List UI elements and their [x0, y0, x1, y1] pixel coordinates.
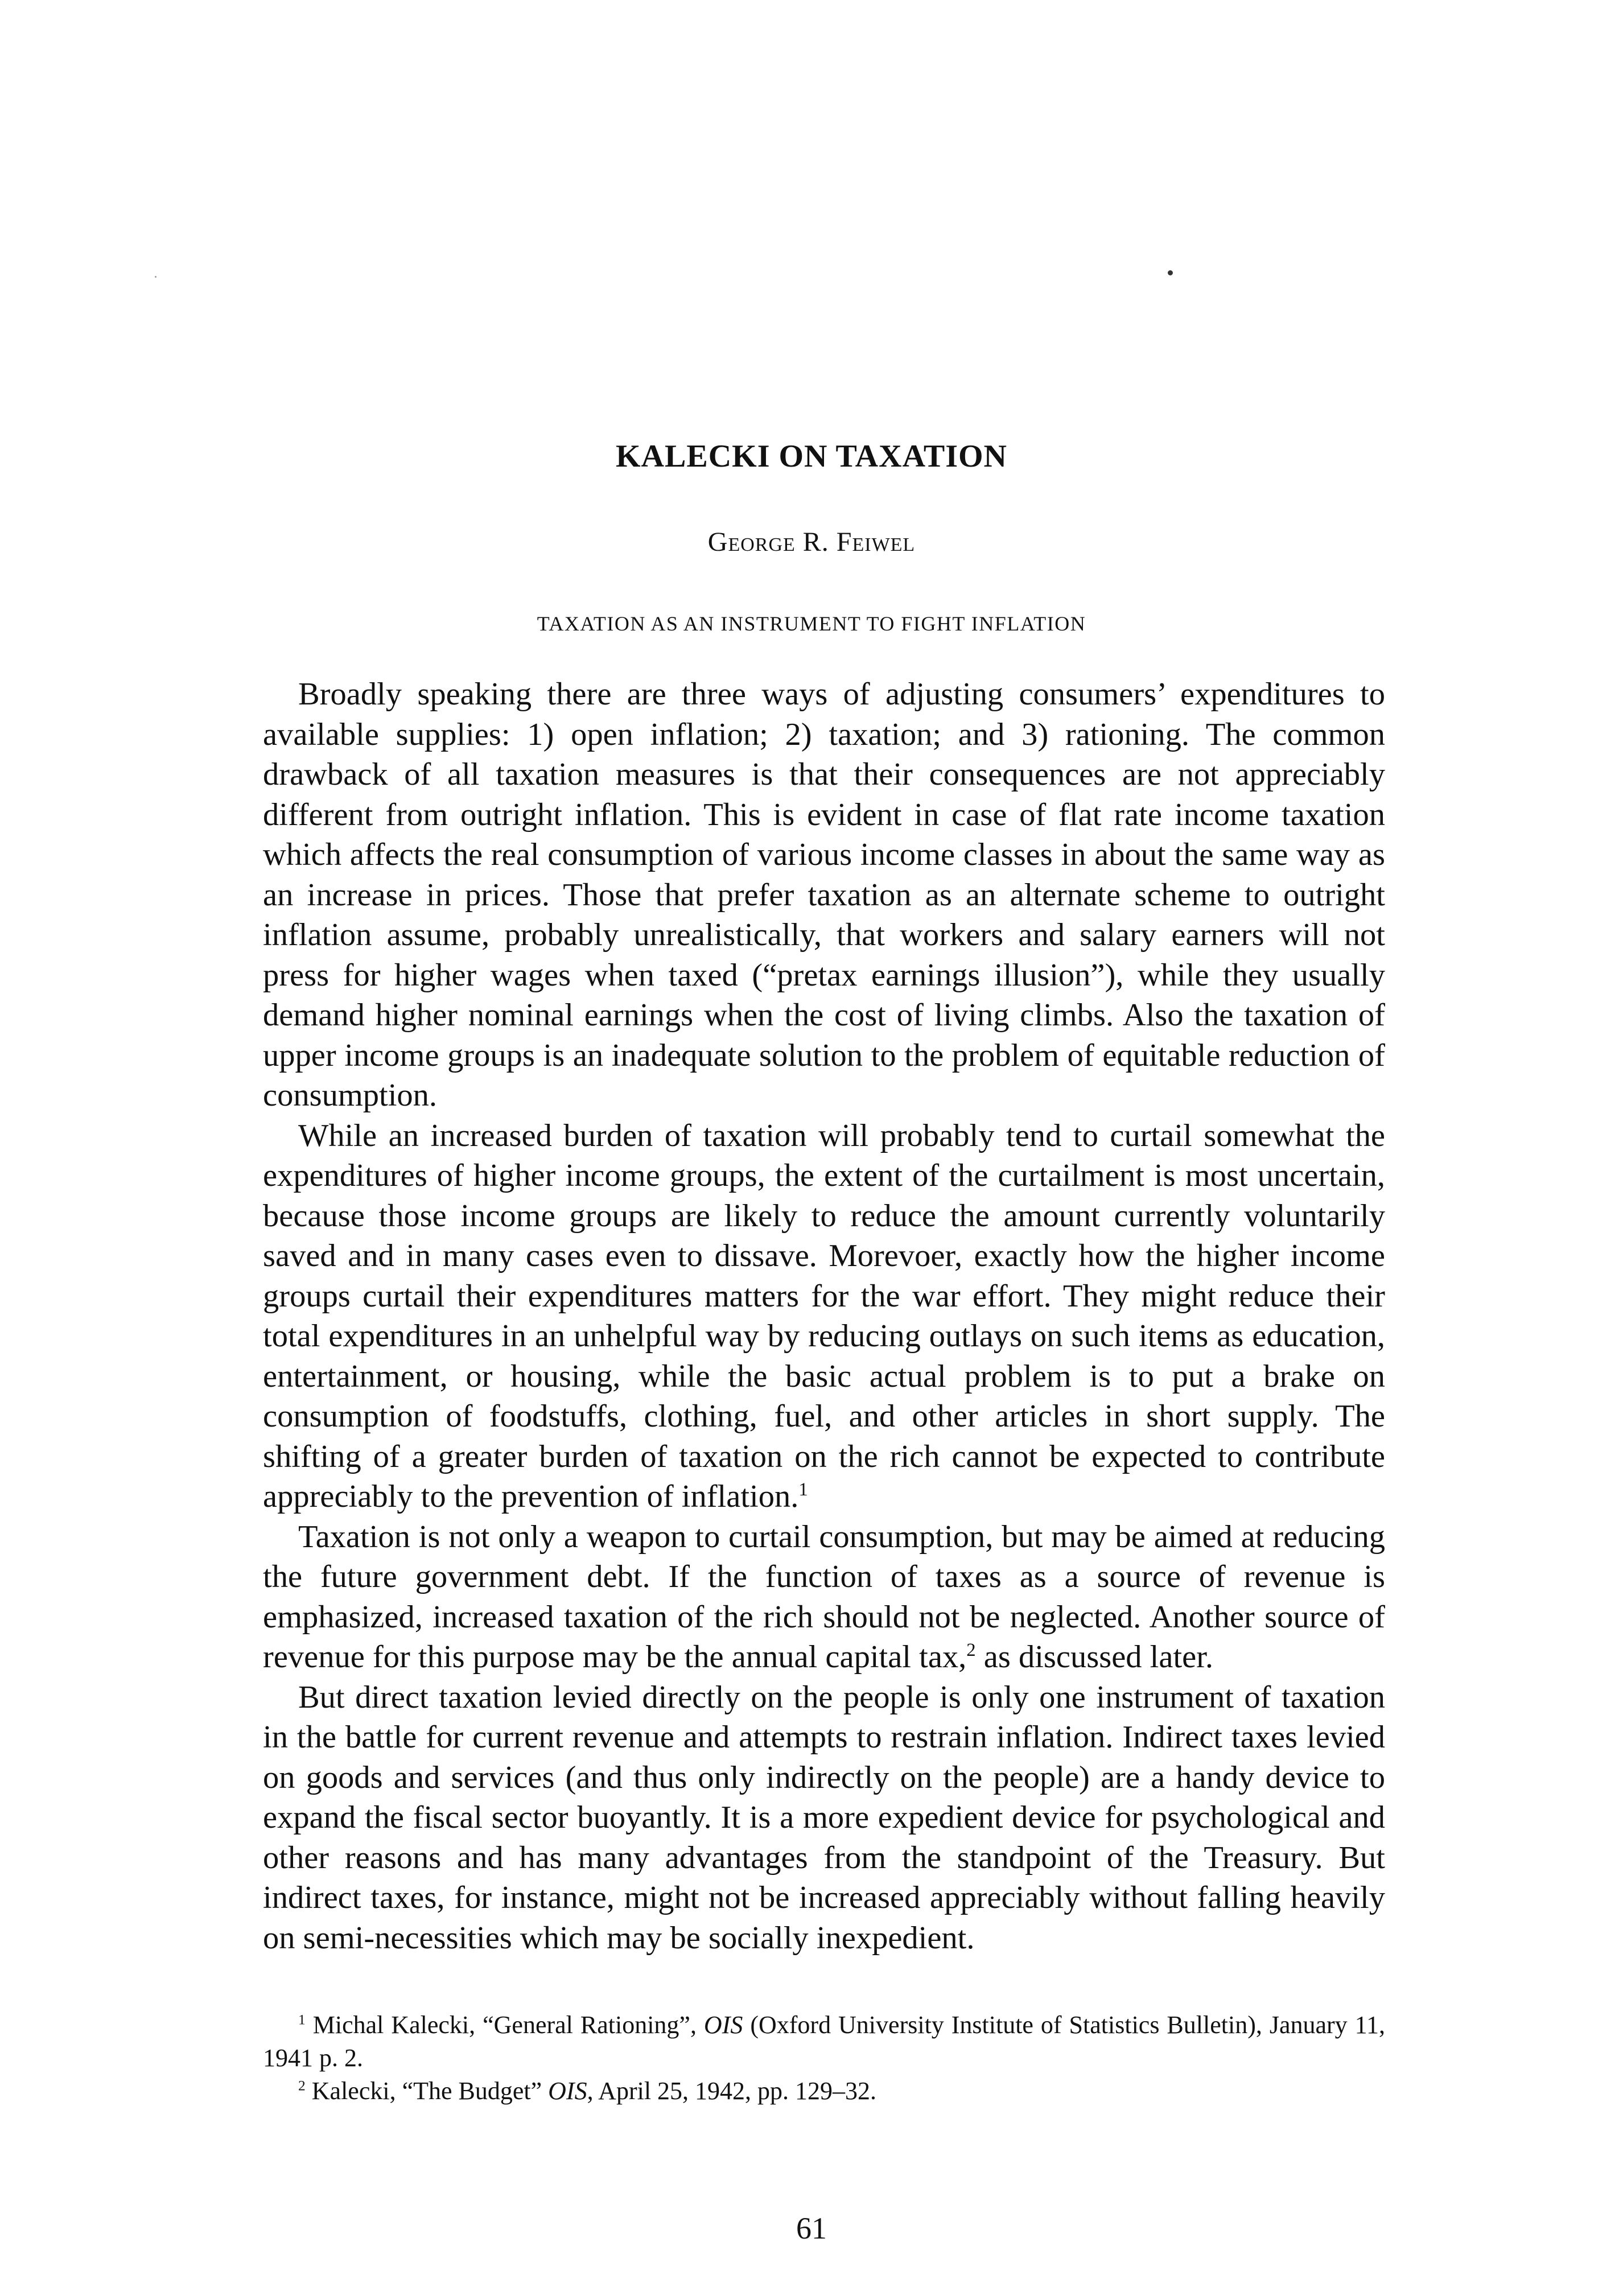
article-title: KALECKI ON TAXATION: [616, 439, 1007, 474]
footnote: $^2$ Kalecki, “The Budget” OIS, April 25, 1942, pp. 129–32.: [298, 2077, 877, 2105]
page-number: 61: [796, 2211, 827, 2245]
paragraph: But direct taxation levied directly on the people is only one instrument of taxation in the battle for current revenue and attempts to restrain inflation. Indirect taxes levied on goods and services (and thus only indirectly on the people) are a handy device to expand the fiscal sector buoyantly. It is a more expedient device for psychological and other reasons and has many advantages from the standpoint of the Treasury. But indirect taxes, for instance, might not be increased appreciably without falling heavily on semi-necessities which may be socially inexpedient.: [263, 1679, 1385, 1956]
scan-speck: [155, 276, 156, 278]
paragraph: Broadly speaking there are three ways of adjusting consumers’ expenditures to available supplies: 1) open inflation; 2) taxation; and 3) rationing. The common drawback of all taxation measures is that their consequences are not appreciably different from outright inflation. This is evident in case of flat rate income taxation which affects the real consumption of various income classes in about the same way as an increase in prices. Those that prefer taxation as an alternate scheme to outright inflation assume, probably unrealistically, that workers and salary earners will not press for higher wages when taxed (“pretax earnings illusion”), while they usually demand higher nominal earnings when the cost of living climbs. Also the taxation of upper income groups is an inadequate solution to the problem of equitable reduction of consumption.: [263, 677, 1385, 1113]
footnotes: [263, 2009, 1385, 2108]
footnote-ref: 1: [798, 1479, 808, 1501]
footnote-marker: 2: [298, 2077, 306, 2094]
article-author: George R. Feiwel: [707, 527, 916, 557]
scan-speck: [1168, 270, 1173, 275]
body-text: [263, 674, 1385, 1958]
footnote: $^1$ Michal Kalecki, “General Rationing”, OIS (Oxford University Institute of Statistics Bulletin), January 11, 1941 p. 2.: [263, 2011, 1385, 2072]
paragraph: While an increased burden of taxation will probably tend to curtail somewhat the expenditures of higher income groups, the extent of the curtailment is most uncertain, because those income groups are likely to reduce the amount currently voluntarily saved and in many cases even to dissave. Morevoer, exactly how the higher income groups curtail their expenditures matters for the war effort. They might reduce their total expenditures in an unhelpful way by reducing outlays on such items as education, entertainment, or housing, while the basic actual problem is to put a brake on consumption of foodstuffs, clothing, fuel, and other articles in short supply. The shifting of a greater burden of taxation on the rich cannot be expected to contribute appreciably to the prevention of inflation.$^1$: [263, 1118, 1385, 1514]
footnote-marker: 1: [298, 2011, 306, 2028]
paragraph: Taxation is not only a weapon to curtail consumption, but may be aimed at reducing the future government debt. If the function of taxes as a source of revenue is emphasized, increased taxation of the rich should not be neglected. Another source of revenue for this purpose may be the annual capital tax,$^2$ as discussed later.: [263, 1519, 1385, 1675]
section-heading: TAXATION AS AN INSTRUMENT TO FIGHT INFLATION: [537, 612, 1086, 635]
footnote-ref: 2: [966, 1640, 976, 1661]
